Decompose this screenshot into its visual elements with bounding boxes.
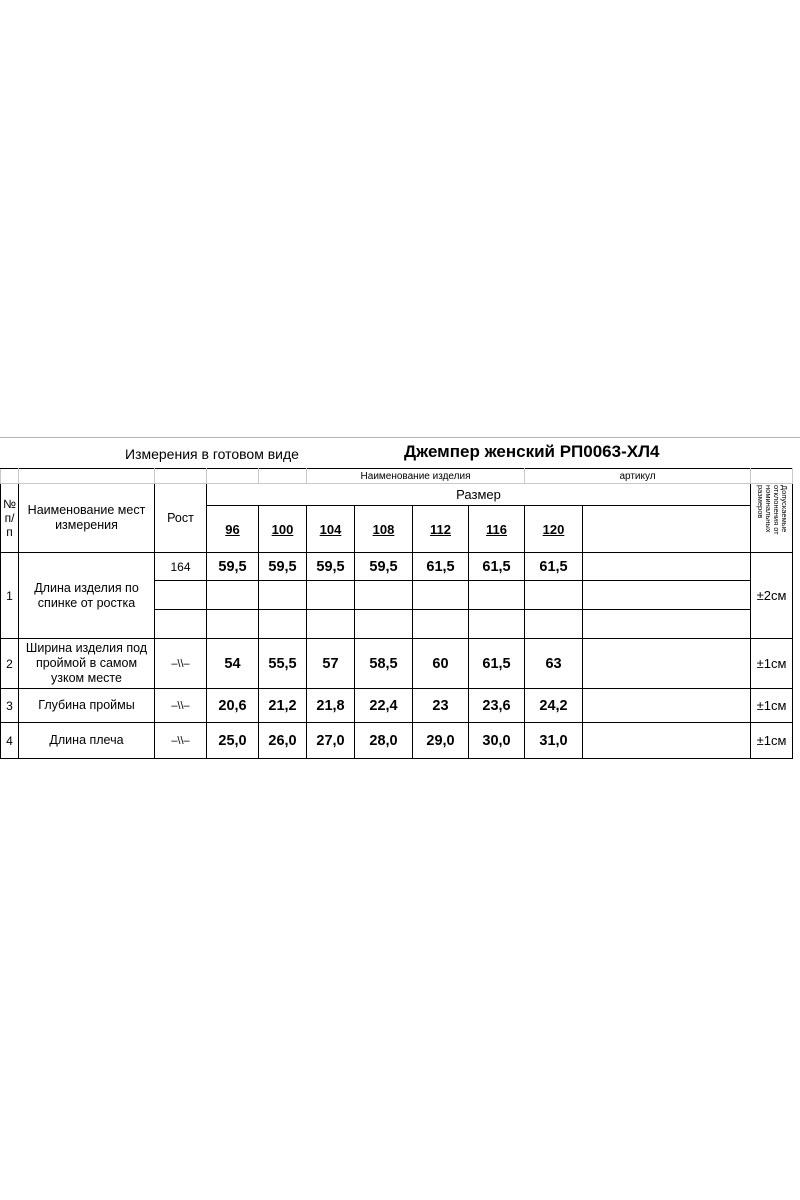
size-group-header: Размер — [207, 484, 751, 506]
row-num: 2 — [1, 639, 19, 689]
size-96: 96 — [207, 506, 259, 553]
value-cell: 60 — [413, 639, 469, 689]
measurement-table — [0, 468, 793, 759]
value-cell: 23 — [413, 689, 469, 723]
table-row — [1, 689, 793, 723]
product-title: Джемпер женский РП0063-ХЛ4 — [404, 442, 660, 461]
value-cell: 24,2 — [525, 689, 583, 723]
tolerance-header-text: Допускаемые отклонения от номинальных размеров — [755, 485, 789, 535]
sheet-title: Измерения в готовом виде — [125, 446, 299, 462]
value-cell: 27,0 — [307, 723, 355, 759]
value-cell: 25,0 — [207, 723, 259, 759]
row-num: 3 — [1, 689, 19, 723]
value-cell: 61,5 — [525, 553, 583, 581]
value-cell: 30,0 — [469, 723, 525, 759]
caption-row — [1, 469, 793, 484]
value-cell: 26,0 — [259, 723, 307, 759]
size-120: 120 — [525, 506, 583, 553]
row-num: 4 — [1, 723, 19, 759]
product-name-caption: Наименование изделия — [307, 469, 525, 484]
size-116: 116 — [469, 506, 525, 553]
row-label: Ширина изделия под проймой в самом узком месте — [19, 639, 155, 689]
value-cell: 29,0 — [413, 723, 469, 759]
row-height: –\\– — [155, 689, 207, 723]
value-cell: 59,5 — [259, 553, 307, 581]
row-tolerance: ±1см — [751, 689, 793, 723]
size-100: 100 — [259, 506, 307, 553]
size-104: 104 — [307, 506, 355, 553]
value-cell: 21,8 — [307, 689, 355, 723]
value-cell: 21,2 — [259, 689, 307, 723]
value-cell: 61,5 — [413, 553, 469, 581]
table-row — [1, 639, 793, 689]
size-112: 112 — [413, 506, 469, 553]
place-header: Наименование мест измерения — [19, 484, 155, 553]
height-header: Рост — [155, 484, 207, 553]
value-cell: 61,5 — [469, 639, 525, 689]
table-row — [1, 553, 793, 581]
row-label: Длина изделия по спинке от ростка — [19, 553, 155, 639]
value-cell: 58,5 — [355, 639, 413, 689]
row-tolerance: ±1см — [751, 639, 793, 689]
row-height: –\\– — [155, 639, 207, 689]
row-label: Длина плеча — [19, 723, 155, 759]
measurement-sheet — [0, 437, 800, 759]
value-cell: 59,5 — [355, 553, 413, 581]
article-caption: артикул — [525, 469, 751, 484]
row-num: 1 — [1, 553, 19, 639]
value-cell: 59,5 — [307, 553, 355, 581]
row-label: Глубина проймы — [19, 689, 155, 723]
tolerance-header — [751, 484, 793, 553]
row-height: 164 — [155, 553, 207, 581]
row-tolerance: ±2см — [751, 553, 793, 639]
value-cell: 31,0 — [525, 723, 583, 759]
title-row — [0, 437, 800, 468]
value-cell: 22,4 — [355, 689, 413, 723]
value-cell: 20,6 — [207, 689, 259, 723]
value-cell: 28,0 — [355, 723, 413, 759]
value-cell: 57 — [307, 639, 355, 689]
value-cell: 61,5 — [469, 553, 525, 581]
header-row-1 — [1, 484, 793, 506]
value-cell: 63 — [525, 639, 583, 689]
row-tolerance: ±1см — [751, 723, 793, 759]
value-cell: 55,5 — [259, 639, 307, 689]
num-header: № п/ п — [1, 484, 19, 553]
table-row — [1, 723, 793, 759]
value-cell: 59,5 — [207, 553, 259, 581]
value-cell: 23,6 — [469, 689, 525, 723]
row-height: –\\– — [155, 723, 207, 759]
value-cell: 54 — [207, 639, 259, 689]
size-108: 108 — [355, 506, 413, 553]
